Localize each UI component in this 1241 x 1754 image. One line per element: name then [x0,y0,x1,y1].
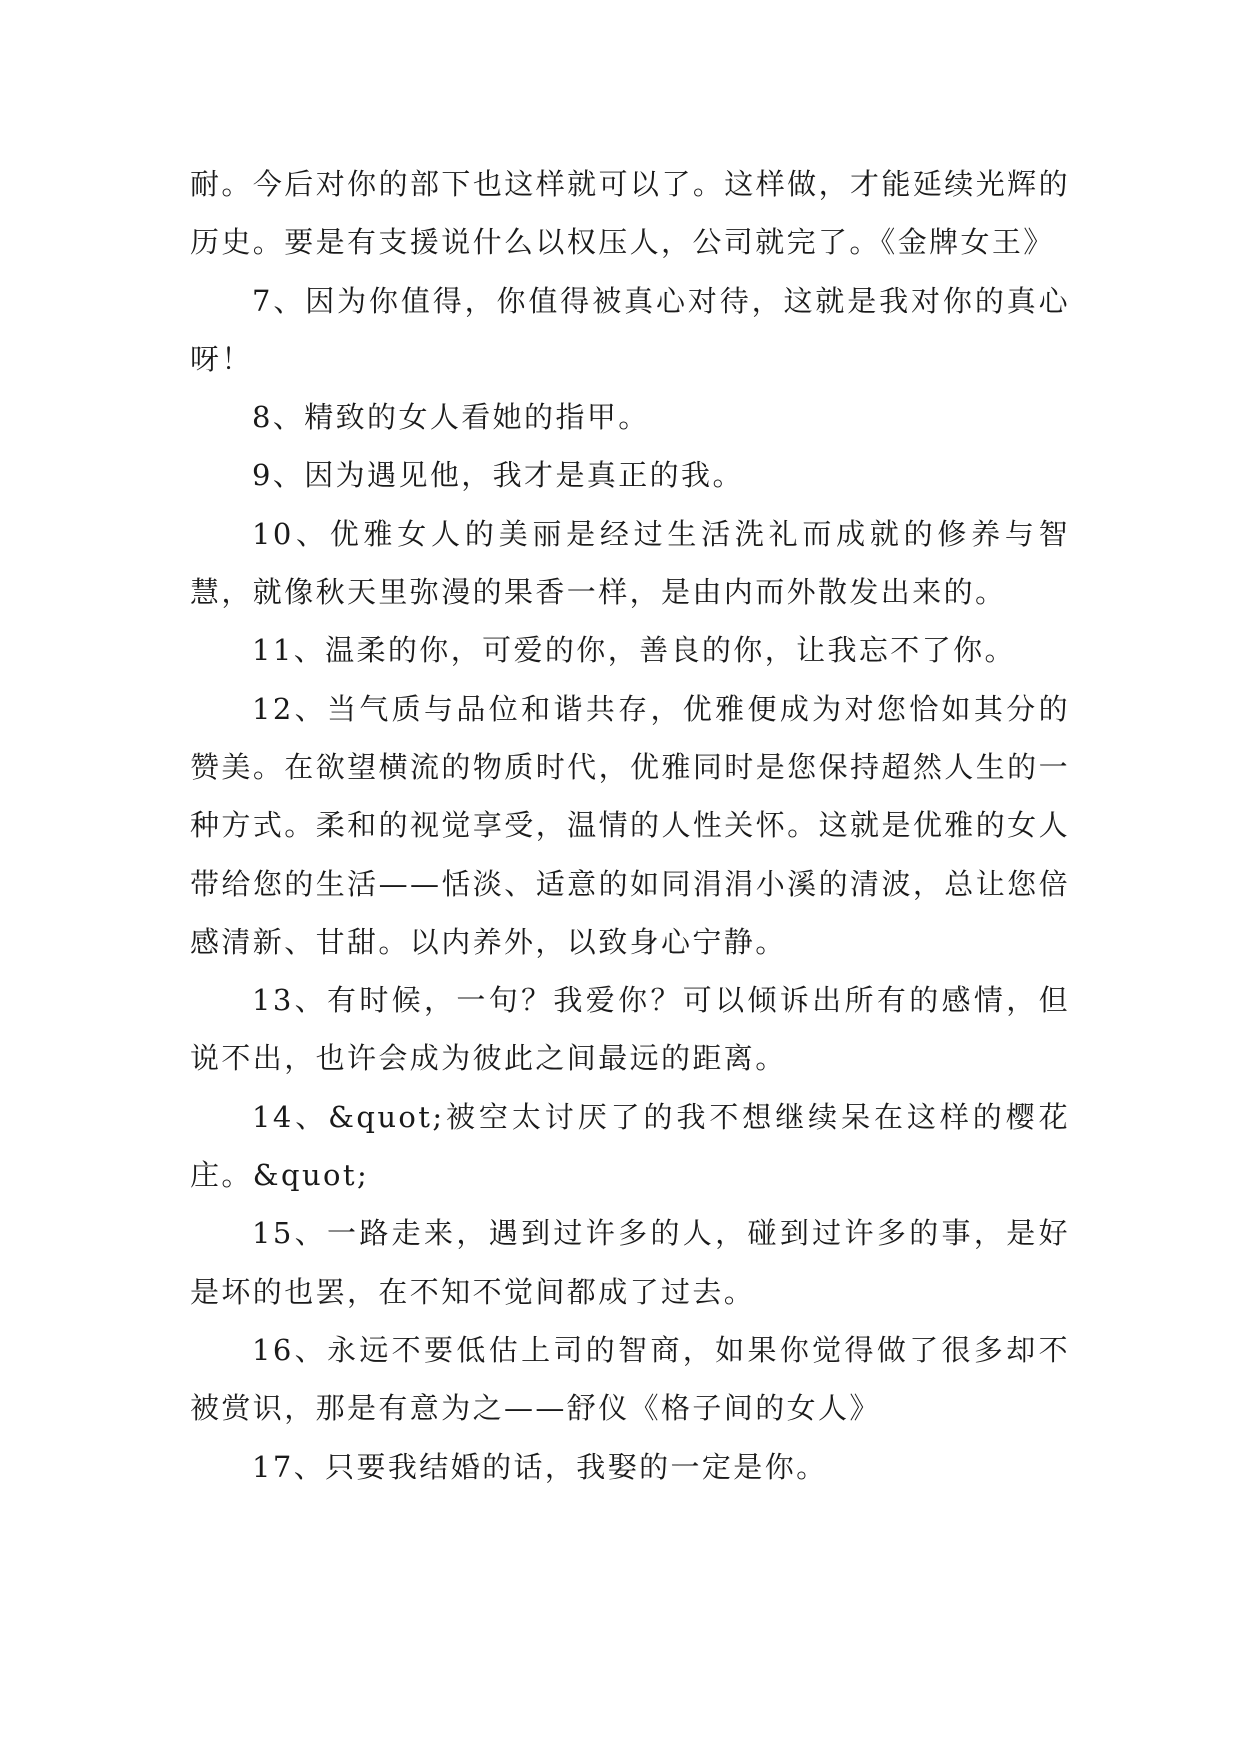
paragraph-item-13: 13、有时候，一句？我爱你？可以倾诉出所有的感情，但说不出，也许会成为彼此之间最远的距离。 [190,983,1070,1076]
paragraph-item-8: 8、精致的女人看她的指甲。 [252,400,650,435]
document-body [190,155,1070,1496]
paragraph-item-15: 15、一路走来，遇到过许多的人，碰到过许多的事，是好是坏的也罢，在不知不觉间都成了过去。 [190,1216,1070,1309]
paragraph-item-16: 16、永远不要低估上司的智商，如果你觉得做了很多却不被赏识，那是有意为之——舒仪《格子间的女人》 [190,1332,1070,1426]
paragraph-item-10: 10、优雅女人的美丽是经过生活洗礼而成就的修养与智慧，就像秋天里弥漫的果香一样，是由内而外散发出来的。 [190,516,1070,610]
paragraph-item-12: 12、当气质与品位和谐共存，优雅便成为对您恰如其分的赞美。在欲望横流的物质时代，优雅同时是您保持超然人生的一种方式。柔和的视觉享受，温情的人性关怀。这就是优雅的女人带给您的生活——恬淡、适意的如同涓涓小溪的清波，总让您倍感清新、甘甜。以内养外，以致身心宁静。 [190,691,1070,959]
paragraph-item-14: 14、&quot;被空太讨厌了的我不想继续呆在这样的樱花庄。&quot; [190,1099,1070,1193]
paragraph-item-11: 11、温柔的你，可爱的你，善良的你，让我忘不了你。 [252,633,1016,668]
paragraph-continuation: 耐。今后对你的部下也这样就可以了。这样做，才能延续光辉的历史。要是有支援说什么以权压人，公司就完了。《金牌女王》 [190,167,1070,260]
paragraph-item-9: 9、因为遇见他，我才是真正的我。 [252,458,744,493]
paragraph-item-17: 17、只要我结婚的话，我娶的一定是你。 [252,1449,828,1484]
paragraph-item-7: 7、因为你值得，你值得被真心对待，这就是我对你的真心呀！ [190,283,1070,376]
